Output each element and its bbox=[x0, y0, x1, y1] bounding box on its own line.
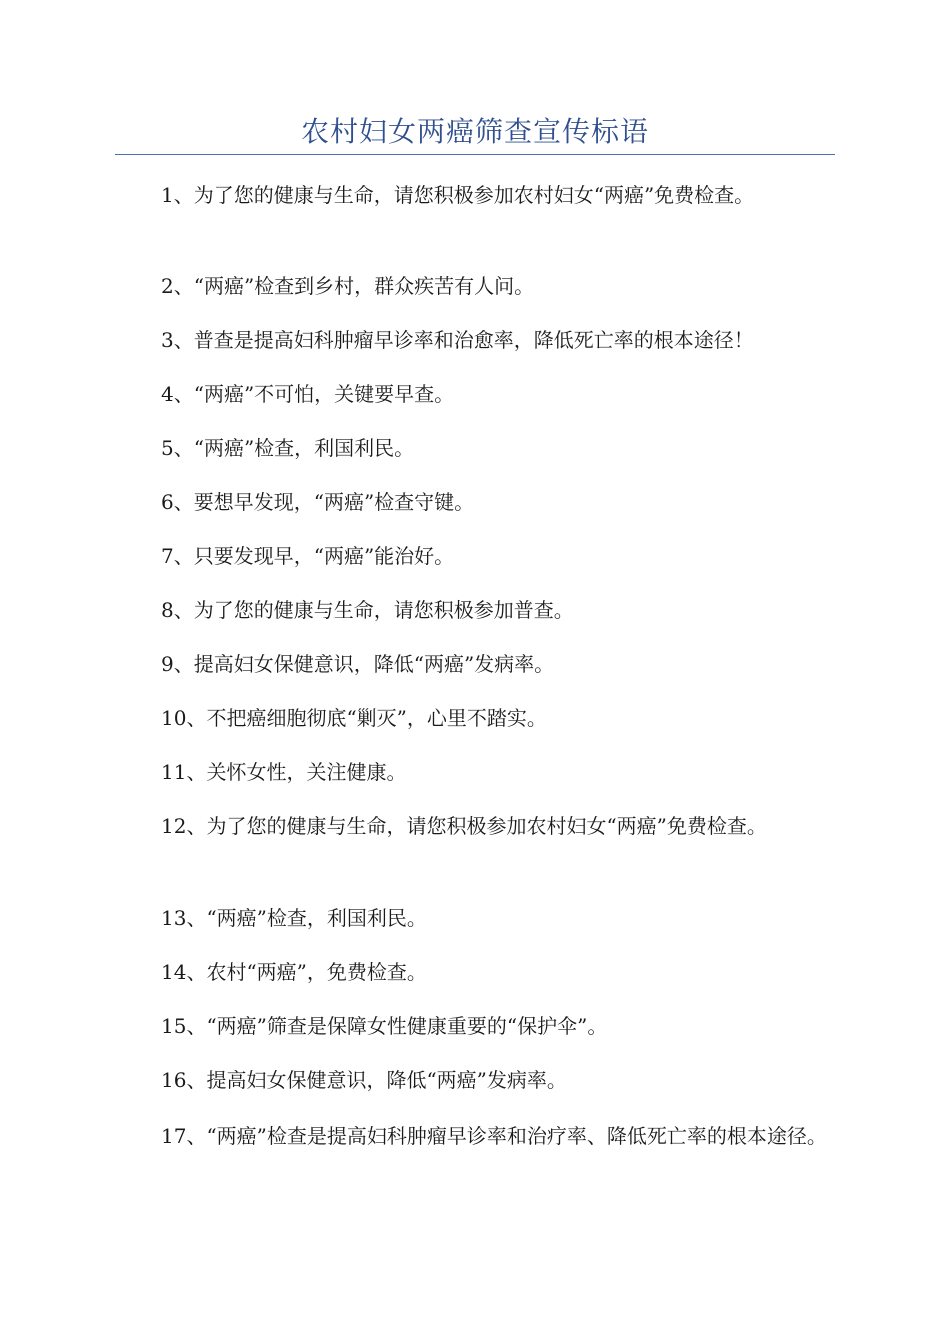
slogan-item: 17、“两癌”检查是提高妇科肿瘤早诊率和治疗率、降低死亡率的根本途径。 bbox=[161, 1124, 827, 1148]
slogan-item: 1、为了您的健康与生命，请您积极参加农村妇女“两癌”免费检查。 bbox=[161, 183, 755, 207]
slogan-item: 12、为了您的健康与生命，请您积极参加农村妇女“两癌”免费检查。 bbox=[161, 814, 767, 838]
slogan-item: 7、只要发现早，“两癌”能治好。 bbox=[161, 544, 455, 568]
slogan-item: 14、农村“两癌”，免费检查。 bbox=[161, 960, 427, 984]
slogan-item: 4、“两癌”不可怕，关键要早查。 bbox=[161, 382, 455, 406]
slogan-item: 2、“两癌”检查到乡村，群众疾苦有人问。 bbox=[161, 274, 535, 298]
slogan-item: 15、“两癌”筛查是保障女性健康重要的“保护伞”。 bbox=[161, 1014, 608, 1038]
page-title: 农村妇女两癌筛查宣传标语 bbox=[300, 115, 649, 148]
slogan-item: 6、要想早发现，“两癌”检查守键。 bbox=[161, 490, 475, 514]
slogan-item: 3、普查是提高妇科肿瘤早诊率和治愈率，降低死亡率的根本途径！ bbox=[161, 328, 754, 352]
slogan-item: 16、提高妇女保健意识，降低“两癌”发病率。 bbox=[161, 1068, 567, 1092]
slogan-item: 10、不把癌细胞彻底“剿灭”，心里不踏实。 bbox=[161, 706, 547, 730]
slogan-item: 11、关怀女性，关注健康。 bbox=[161, 760, 407, 784]
slogan-item: 5、“两癌”检查，利国利民。 bbox=[161, 436, 415, 460]
title-divider bbox=[115, 154, 835, 155]
slogan-item: 13、“两癌”检查，利国利民。 bbox=[161, 906, 427, 930]
slogan-item: 8、为了您的健康与生命，请您积极参加普查。 bbox=[161, 598, 574, 622]
slogan-item: 9、提高妇女保健意识，降低“两癌”发病率。 bbox=[161, 652, 555, 676]
